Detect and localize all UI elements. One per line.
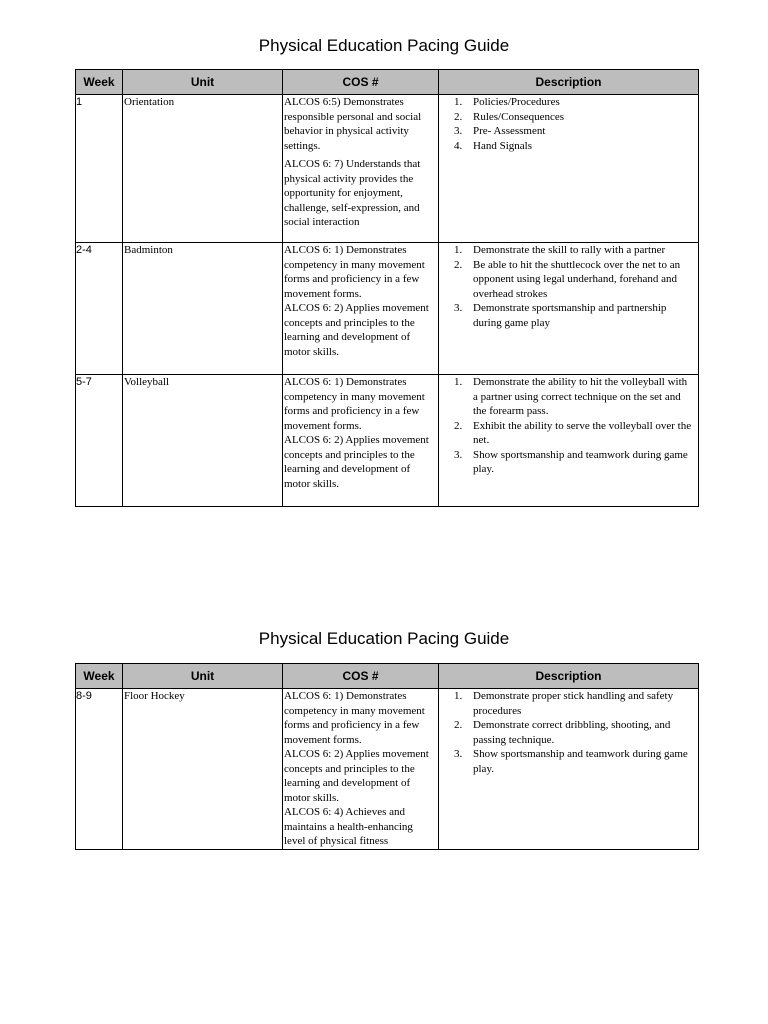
cos-cell [283, 689, 439, 850]
pacing-table [75, 69, 699, 507]
unit-cell: Floor Hockey [123, 689, 283, 850]
week-cell: 2-4 [76, 243, 123, 375]
table-header-row [76, 664, 699, 689]
cos-standard: ALCOS 6: 2) Applies movement concepts and principles to the learning and development of motor skills. [284, 302, 429, 358]
list-item: 2. Rules/Consequences [454, 110, 565, 123]
pacing-table [75, 663, 699, 850]
unit-header: Unit [123, 664, 283, 689]
week-cell: 8-9 [76, 689, 123, 850]
cos-cell [283, 95, 439, 243]
cos-standard: ALCOS 6: 1) Demonstrates competency in many movement forms and proficiency in a few movement forms. [284, 244, 425, 300]
list-item: 1. Demonstrate the ability to hit the volleyball with a partner using correct technique on the set and the forearm pass. [454, 376, 688, 417]
list-item: 2. Be able to hit the shuttlecock over the net to an opponent using legal underhand, forehand and overhead strokes [454, 258, 681, 300]
table-row [76, 95, 699, 243]
cos-standard: ALCOS 6: 7) Understands that physical activity provides the opportunity for enjoyment, challenge, self-expression, and social interaction [284, 158, 421, 228]
week-header: Week [76, 70, 123, 95]
cos-standard: ALCOS 6:5) Demonstrates responsible personal and social behavior in physical activity settings. [284, 96, 422, 152]
description-header: Description [439, 70, 699, 95]
page-title: Physical Education Pacing Guide [258, 629, 510, 648]
list-item: 1. Policies/Procedures [454, 96, 560, 108]
description-list [440, 375, 697, 477]
list-item: 3. Show sportsmanship and teamwork during game play. [454, 448, 688, 475]
description-list [440, 243, 697, 330]
page-title: Physical Education Pacing Guide [258, 36, 510, 55]
table-row [76, 375, 699, 507]
unit-header: Unit [123, 70, 283, 95]
list-item: 2. Demonstrate correct dribbling, shooting, and passing technique. [454, 719, 671, 746]
cos-header: COS # [283, 70, 439, 95]
cos-standard: ALCOS 6: 2) Applies movement concepts and principles to the learning and development of motor skills. [284, 748, 429, 804]
cos-cell [283, 243, 439, 375]
week-cell: 5-7 [76, 375, 123, 507]
list-item: 3. Pre- Assessment [454, 125, 546, 137]
description-cell [439, 375, 699, 507]
table-row [76, 689, 699, 850]
week-header: Week [76, 664, 123, 689]
description-cell [439, 95, 699, 243]
list-item: 3. Show sportsmanship and teamwork during game play. [454, 748, 688, 775]
list-item: 4. Hand Signals [454, 139, 532, 152]
description-list [440, 689, 697, 776]
unit-cell: Volleyball [123, 375, 283, 507]
cos-cell [283, 375, 439, 507]
cos-standard: ALCOS 6: 4) Achieves and maintains a health-enhancing level of physical fitness [284, 806, 413, 847]
cos-standard: ALCOS 6: 1) Demonstrates competency in many movement forms and proficiency in a few movement forms. [284, 376, 425, 432]
unit-cell: Orientation [123, 95, 283, 243]
list-item: 1. Demonstrate the skill to rally with a partner [454, 244, 666, 256]
cos-standard: ALCOS 6: 2) Applies movement concepts and principles to the learning and development of motor skills. [284, 434, 429, 490]
unit-cell: Badminton [123, 243, 283, 375]
table-row [76, 243, 699, 375]
table-header-row [76, 70, 699, 95]
description-header: Description [439, 664, 699, 689]
cos-standard: ALCOS 6: 1) Demonstrates competency in many movement forms and proficiency in a few movement forms. [284, 690, 425, 746]
cos-header: COS # [283, 664, 439, 689]
description-cell [439, 689, 699, 850]
week-cell: 1 [76, 95, 123, 243]
list-item: 2. Exhibit the ability to serve the volleyball over the net. [454, 419, 692, 446]
description-cell [439, 243, 699, 375]
list-item: 1. Demonstrate proper stick handling and safety procedures [454, 690, 674, 717]
list-item: 3. Demonstrate sportsmanship and partnership during game play [454, 302, 667, 329]
description-list [440, 95, 697, 153]
